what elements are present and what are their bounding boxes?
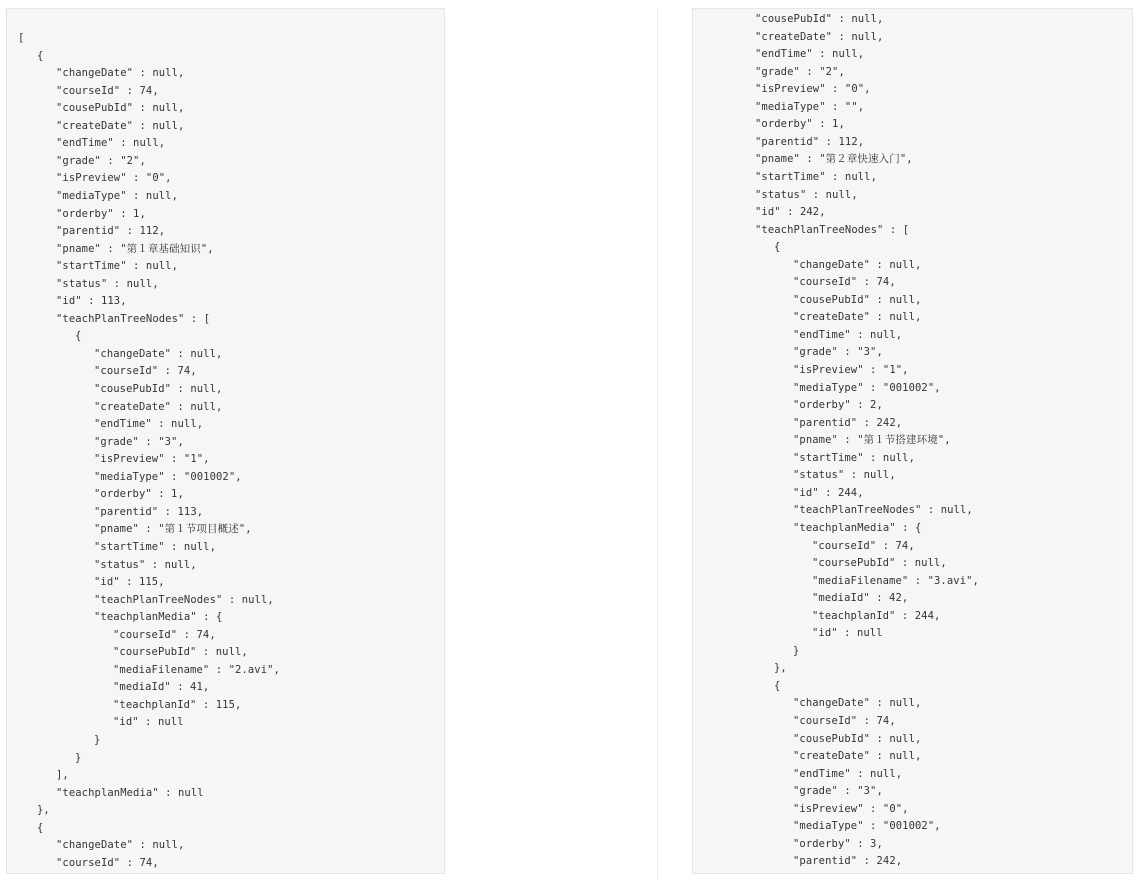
code-line: "mediaId" : 42, (812, 592, 909, 605)
code-line: "mediaId" : 41, (113, 681, 210, 694)
code-line: "mediaType" : "001002", (94, 470, 242, 483)
code-line: "createDate" : null, (793, 311, 922, 324)
code-line: "teachplanMedia" : { (793, 521, 922, 534)
code-line: "isPreview" : "0", (56, 172, 172, 185)
code-line: { (37, 821, 44, 834)
code-line: } (793, 644, 800, 657)
code-line: "isPreview" : "1", (793, 364, 909, 376)
code-line: "courseId" : 74, (812, 539, 915, 552)
code-line: "teachPlanTreeNodes" : [ (755, 223, 910, 236)
code-line: "endTime" : null, (793, 767, 903, 780)
code-line: "courseId" : 74, (793, 715, 896, 727)
code-line: "cousePubId" : null, (755, 13, 884, 25)
code-line: "changeDate" : null, (793, 258, 922, 271)
code-line: "courseId" : 74, (94, 365, 197, 378)
code-line: "status" : null, (755, 188, 858, 201)
code-line: "pname" : "第２章快速入门", (755, 153, 913, 166)
code-line: "mediaType" : "001002", (793, 381, 941, 394)
code-line: "courseId" : 74, (56, 856, 159, 869)
code-line: "id" : null (113, 716, 184, 729)
code-line: "teachplanId" : 244, (812, 609, 941, 622)
code-line: "createDate" : null, (94, 400, 223, 413)
code-line: "parentid" : 112, (56, 225, 166, 238)
code-line: "endTime" : null, (755, 48, 865, 61)
code-line: "id" : 113, (56, 295, 127, 308)
code-line: "isPreview" : "0", (755, 83, 871, 96)
code-line: "parentid" : 113, (94, 505, 204, 518)
code-line: "startTime" : null, (755, 170, 878, 183)
code-line: "courseId" : 74, (56, 84, 159, 97)
code-line: "startTime" : null, (94, 540, 217, 553)
code-line: "teachplanMedia" : null (56, 786, 204, 799)
code-line: "isPreview" : "0", (793, 802, 909, 815)
code-line: "mediaType" : "001002", (793, 820, 941, 833)
code-line: "orderby" : 1, (56, 207, 146, 220)
code-line: } (75, 751, 82, 764)
code-line: "endTime" : null, (94, 418, 204, 431)
code-line: "status" : null, (94, 558, 197, 571)
code-line: [ (18, 32, 25, 44)
code-line: "teachPlanTreeNodes" : [ (56, 312, 211, 325)
code-line: "cousePubId" : null, (94, 383, 223, 395)
code-line: "endTime" : null, (793, 328, 903, 341)
code-line: "orderby" : 3, (793, 837, 883, 850)
code-line: "parentid" : 112, (755, 135, 865, 148)
code-line: { (37, 49, 44, 62)
code-line: "grade" : "3", (793, 785, 883, 798)
code-line: "changeDate" : null, (94, 347, 223, 360)
code-line: "cousePubId" : null, (793, 293, 922, 306)
code-line: "endTime" : null, (56, 137, 166, 150)
code-line: "courseId" : 74, (113, 628, 216, 641)
code-line: "orderby" : 2, (793, 399, 883, 412)
code-line: "pname" : "第１节项目概述", (94, 523, 252, 536)
code-line: { (774, 241, 781, 254)
code-line: "pname" : "第１节搭建环境", (793, 434, 951, 447)
code-line: "createDate" : null, (793, 750, 922, 763)
code-line: "id" : null (812, 627, 883, 640)
code-line: "id" : 242, (755, 206, 826, 219)
code-line: "changeDate" : null, (56, 839, 185, 852)
code-line: "changeDate" : null, (793, 697, 922, 710)
code-line: "orderby" : 1, (94, 488, 184, 501)
code-line: "teachplanId" : 115, (113, 698, 242, 711)
code-line: "status" : null, (56, 277, 159, 290)
code-line: }, (37, 804, 50, 817)
code-line: "startTime" : null, (793, 451, 916, 464)
code-line: "id" : 244, (793, 486, 864, 499)
code-line: "id" : 115, (94, 576, 165, 589)
json-code-block-right (692, 8, 1133, 874)
code-line: "grade" : "2", (56, 154, 146, 167)
code-line: "courseId" : 74, (793, 276, 896, 289)
json-code-block-left (6, 8, 445, 874)
code-line: "grade" : "3", (94, 435, 184, 448)
code-line: "startTime" : null, (56, 260, 179, 273)
code-line: "grade" : "3", (793, 346, 883, 359)
code-line: "isPreview" : "1", (94, 453, 210, 466)
code-line: "status" : null, (793, 469, 896, 482)
code-line: "coursePubId" : null, (113, 646, 248, 659)
code-line: "teachPlanTreeNodes" : null, (94, 593, 274, 606)
code-line: "mediaType" : null, (56, 189, 179, 202)
column-divider (657, 8, 658, 880)
code-line: "cousePubId" : null, (56, 102, 185, 115)
code-line: { (75, 330, 82, 343)
code-line: "cousePubId" : null, (793, 732, 922, 745)
code-line: { (774, 679, 781, 692)
code-line: } (94, 734, 101, 746)
code-line: "teachplanMedia" : { (94, 611, 223, 624)
code-line: "mediaFilename" : "2.avi", (113, 663, 280, 676)
code-line: "mediaFilename" : "3.avi", (812, 574, 979, 587)
code-line: }, (774, 662, 787, 675)
code-line: "coursePubId" : null, (812, 557, 947, 570)
code-line: ], (56, 769, 69, 782)
code-line: "parentid" : 242, (793, 416, 903, 429)
code-line: "createDate" : null, (56, 119, 185, 132)
code-line: "grade" : "2", (755, 65, 845, 78)
code-line: "pname" : "第１章基础知识", (56, 242, 214, 255)
code-line: "mediaType" : "", (755, 100, 865, 113)
code-line: "orderby" : 1, (755, 118, 845, 131)
code-line: "createDate" : null, (755, 30, 884, 43)
code-line: "teachPlanTreeNodes" : null, (793, 504, 973, 517)
code-line: "parentid" : 242, (793, 855, 903, 868)
code-line: "changeDate" : null, (56, 67, 185, 80)
